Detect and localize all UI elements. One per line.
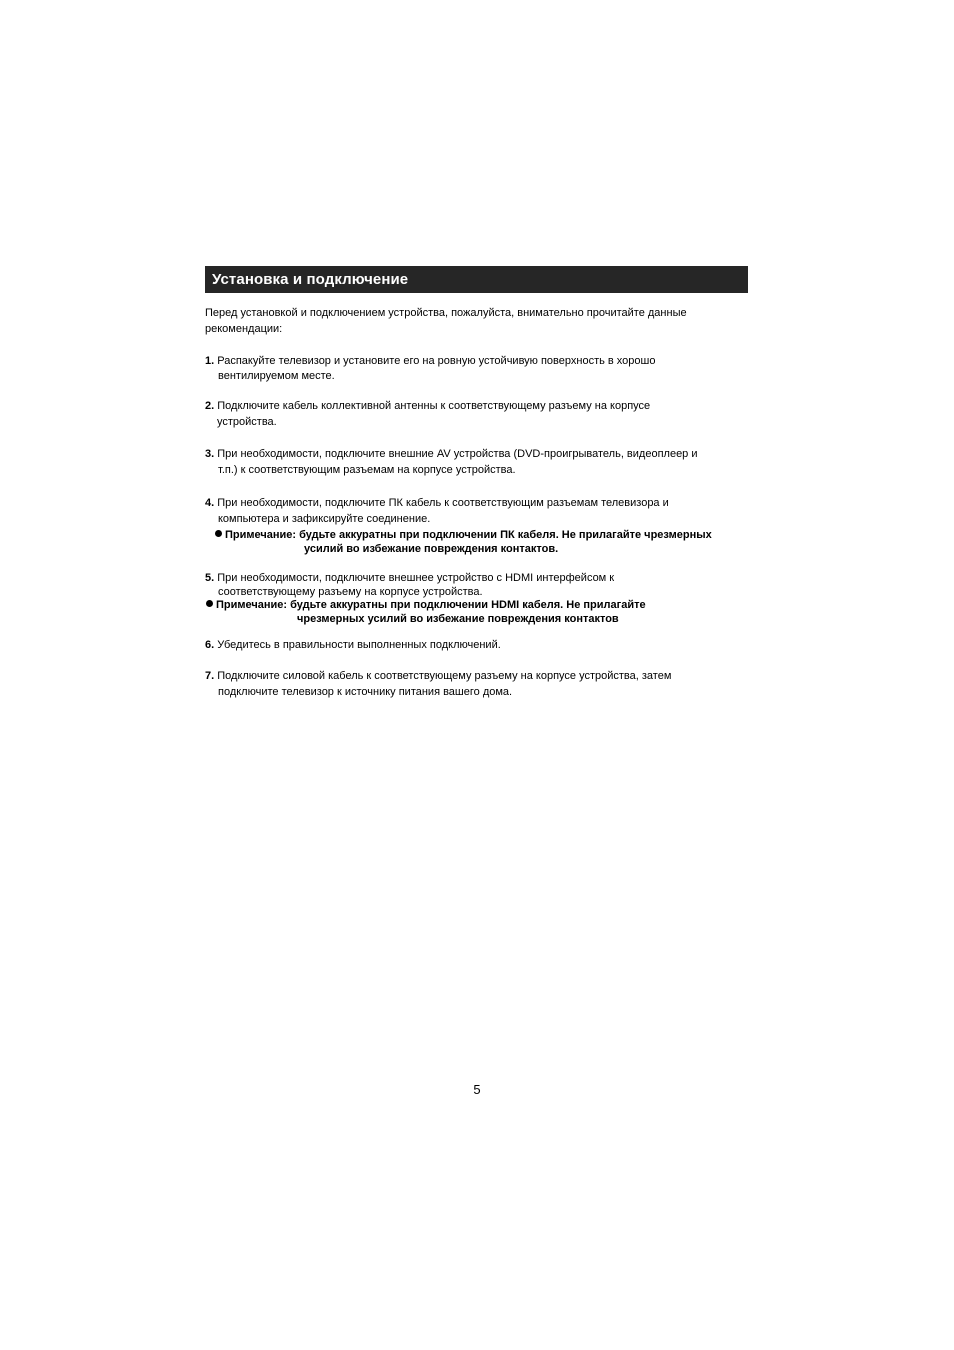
step-5-note-line-1: Примечание: будьте аккуратны при подключении HDMI кабеля. Не прилагайте: [216, 599, 646, 611]
step-2-line-1: [205, 398, 650, 414]
step-6-number: 6.: [205, 639, 215, 651]
step-7-number: 7.: [205, 670, 215, 682]
step-7-line-2: подключите телевизор к источнику питания вашего дома.: [218, 686, 513, 698]
step-6-line-1: [205, 637, 501, 653]
step-2-number: 2.: [205, 400, 215, 412]
step-5-text: При необходимости, подключите внешнее устройство с HDMI интерфейсом к: [217, 572, 615, 584]
step-7-line-1: [205, 668, 671, 684]
intro-line-2: рекомендации:: [205, 323, 283, 335]
step-6-text: Убедитесь в правильности выполненных подключений.: [217, 639, 501, 651]
step-5-number: 5.: [205, 572, 215, 584]
step-5-note-line-2: чрезмерных усилий во избежание повреждения контактов: [297, 613, 619, 625]
step-4-note-line-1: Примечание: будьте аккуратны при подключении ПК кабеля. Не прилагайте чрезмерных: [225, 529, 712, 541]
intro-line-1: Перед установкой и подключением устройства, пожалуйста, внимательно прочитайте данные: [205, 307, 687, 319]
step-3-line-1: [205, 446, 698, 462]
bullet-icon: [215, 530, 222, 537]
step-3-line-2: т.п.) к соответствующим разъемам на корпусе устройства.: [218, 464, 516, 476]
section-title: Установка и подключение: [212, 271, 409, 288]
step-4-number: 4.: [205, 497, 215, 509]
step-4-line-2: компьютера и зафиксируйте соединение.: [218, 513, 431, 525]
step-7-text: Подключите силовой кабель к соответствующему разъему на корпусе устройства, затем: [217, 670, 672, 682]
page-number: 5: [473, 1082, 481, 1097]
bullet-icon: [206, 600, 213, 607]
step-1-line-2: вентилируемом месте.: [218, 370, 335, 382]
section-header: [205, 266, 748, 293]
step-4-text: При необходимости, подключите ПК кабель к соответствующим разъемам телевизора и: [217, 497, 669, 509]
step-1-line-1: [205, 353, 655, 369]
step-2-line-2: устройства.: [217, 416, 277, 428]
step-3-text: При необходимости, подключите внешние AV устройства (DVD-проигрыватель, видеоплеер и: [217, 448, 698, 460]
step-4-note-line-2: усилий во избежание повреждения контактов.: [304, 543, 559, 555]
step-1-text: Распакуйте телевизор и установите его на ровную устойчивую поверхность в хорошо: [217, 355, 656, 367]
step-5-line-2: соответствующему разъему на корпусе устройства.: [218, 586, 483, 598]
step-4-line-1: [205, 495, 669, 511]
step-3-number: 3.: [205, 448, 215, 460]
step-1-number: 1.: [205, 355, 215, 367]
step-2-text: Подключите кабель коллективной антенны к соответствующему разъему на корпусе: [217, 400, 651, 412]
